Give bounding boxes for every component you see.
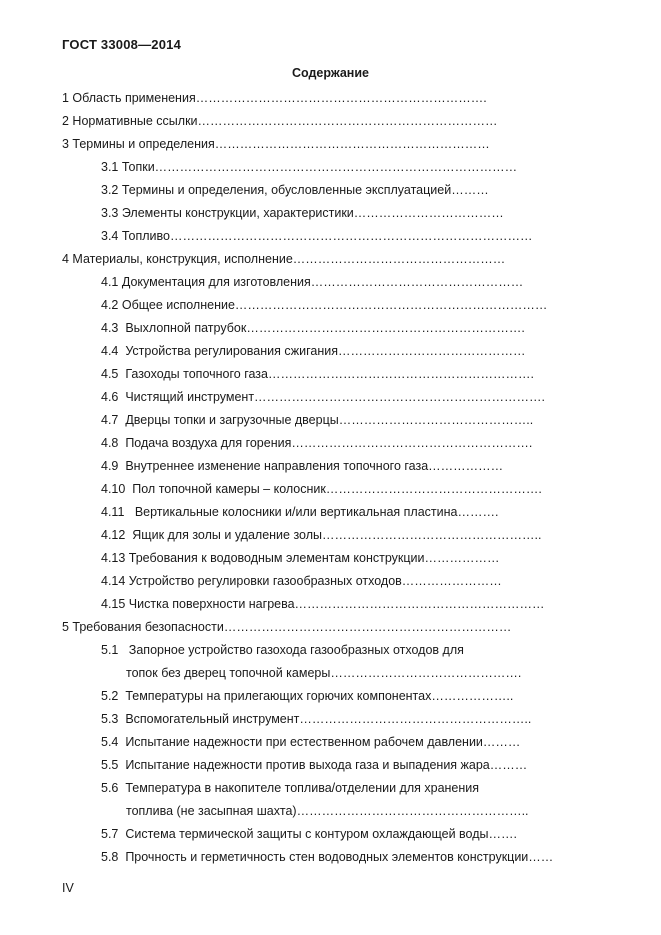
toc-entry-4-14: 4.14 Устройство регулировки газообразных отходов…………………… xyxy=(101,574,502,588)
toc-entry-4-10: 4.10 Пол топочной камеры – колосник……………………………………………. xyxy=(101,482,542,496)
toc-entry-5-6-cont: топлива (не засыпная шахта)……………………………………………….. xyxy=(126,804,529,818)
toc-entry-4-2: 4.2 Общее исполнение………………………………………………………………… xyxy=(101,298,548,312)
toc-entry-4-1: 4.1 Документация для изготовления…………………………………………… xyxy=(101,275,524,289)
toc-entry-5-4: 5.4 Испытание надежности при естественном рабочем давлении……… xyxy=(101,735,521,749)
toc-entry-4-4: 4.4 Устройства регулирования сжигания……………………………………… xyxy=(101,344,526,358)
toc-entry-4-13: 4.13 Требования к водоводным элементам конструкции……………… xyxy=(101,551,500,565)
toc-entry-4-5: 4.5 Газоходы топочного газа………………………………………………………. xyxy=(101,367,534,381)
toc-entry-3-2: 3.2 Термины и определения, обусловленные эксплуатацией……… xyxy=(101,183,489,197)
document-code: ГОСТ 33008—2014 xyxy=(62,37,181,52)
toc-entry-5-7: 5.7 Система термической защиты с контуром охлаждающей воды……. xyxy=(101,827,517,841)
page-title: Содержание xyxy=(291,66,369,80)
toc-entry-5-5: 5.5 Испытание надежности против выхода газа и выпадения жара……… xyxy=(101,758,528,772)
toc-entry-4-6: 4.6 Чистящий инструмент……………………………………………………………. xyxy=(101,390,546,404)
toc-entry-5-8: 5.8 Прочность и герметичность стен водоводных элементов конструкции…… xyxy=(101,850,554,864)
toc-entry-5: 5 Требования безопасности…………………………………………………………… xyxy=(62,620,512,634)
toc-entry-5-3: 5.3 Вспомогательный инструмент……………………………………………….. xyxy=(101,712,532,726)
toc-entry-5-6: 5.6 Температура в накопителе топлива/отделении для хранения xyxy=(101,781,480,795)
toc-entry-4-9: 4.9 Внутреннее изменение направления топочного газа……………… xyxy=(101,459,504,473)
toc-entry-2: 2 Нормативные ссылки……………………………………………………………… xyxy=(62,114,498,128)
toc-entry-3-3: 3.3 Элементы конструкции, характеристики……………………………… xyxy=(101,206,504,220)
toc-entry-3-1: 3.1 Топки…………………………………………………………………………… xyxy=(101,160,518,174)
toc-entry-3: 3 Термины и определения………………………………………………………… xyxy=(62,137,490,151)
page-number: IV xyxy=(62,881,74,895)
toc-entry-5-2: 5.2 Температуры на прилегающих горючих компонентах……………….. xyxy=(101,689,514,703)
toc-entry-5-1: 5.1 Запорное устройство газохода газообразных отходов для xyxy=(101,643,464,657)
toc-entry-4-8: 4.8 Подача воздуха для горения…………………………………………………. xyxy=(101,436,533,450)
toc-entry-4: 4 Материалы, конструкция, исполнение…………………………………………… xyxy=(62,252,506,266)
toc-entry-3-4: 3.4 Топливо…………………………………………………………………………… xyxy=(101,229,533,243)
toc-entry-4-3: 4.3 Выхлопной патрубок…………………………………………………………. xyxy=(101,321,525,335)
toc-entry-4-12: 4.12 Ящик для золы и удаление золы…………………………………………….. xyxy=(101,528,542,542)
toc-entry-4-15: 4.15 Чистка поверхности нагрева…………………………………………………… xyxy=(101,597,545,611)
toc-entry-4-7: 4.7 Дверцы топки и загрузочные дверцы……………………………………….. xyxy=(101,413,534,427)
toc-entry-4-11: 4.11 Вертикальные колосники и/или вертикальная пластина………. xyxy=(101,505,499,519)
toc-entry-5-1-cont: топок без дверец топочной камеры………………………………………. xyxy=(126,666,522,680)
toc-entry-1: 1 Область применения……………………………………………………………. xyxy=(62,91,487,105)
